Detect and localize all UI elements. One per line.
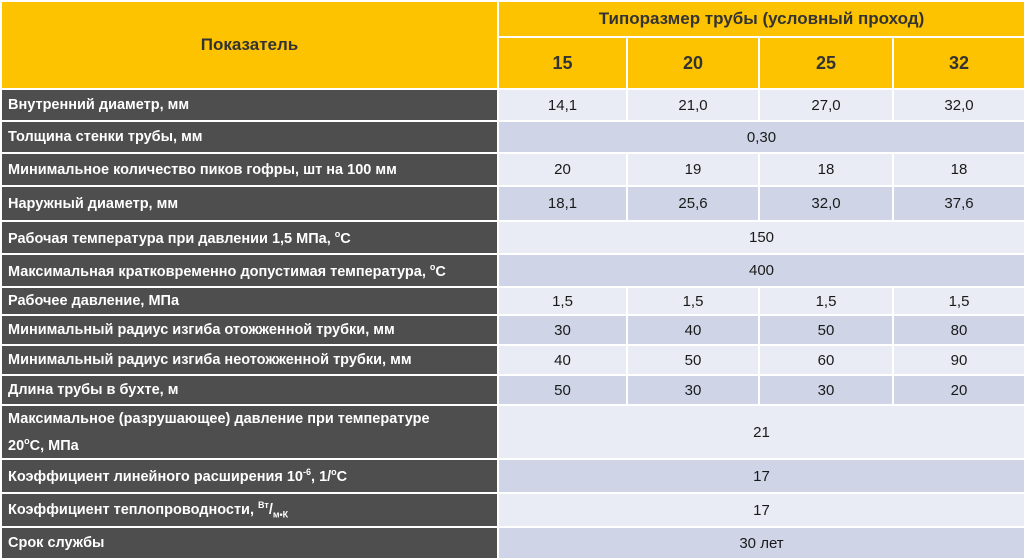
row-label: Минимальный радиус изгиба неотожженной трубки, мм: [1, 345, 498, 375]
row-label: Внутренний диаметр, мм: [1, 89, 498, 121]
size-header-20: 20: [627, 37, 759, 89]
cell-value: 18: [759, 153, 893, 186]
cell-value: 50: [627, 345, 759, 375]
cell-value: 1,5: [759, 287, 893, 315]
cell-value: 40: [627, 315, 759, 345]
cell-value: 19: [627, 153, 759, 186]
row-label: Срок службы: [1, 527, 498, 559]
degree-sup: о: [334, 228, 341, 239]
label-unit: С: [435, 263, 446, 280]
cell-value: 50: [498, 375, 627, 405]
table-row: [1, 186, 1024, 221]
size-header-15: 15: [498, 37, 627, 89]
label-unit: С: [336, 468, 348, 485]
row-label: Минимальный радиус изгиба отожженной трубки, мм: [1, 315, 498, 345]
label-text: 20: [8, 437, 25, 454]
cell-value: 32,0: [893, 89, 1024, 121]
size-header-25: 25: [759, 37, 893, 89]
row-label: [1, 405, 498, 459]
row-label: [1, 221, 498, 254]
cell-value: 60: [759, 345, 893, 375]
degree-sup: о: [24, 435, 30, 446]
row-label: Толщина стенки трубы, мм: [1, 121, 498, 153]
cell-value: 37,6: [893, 186, 1024, 221]
cell-value-merged: 400: [498, 254, 1024, 287]
row-label: [1, 254, 498, 287]
cell-value: 32,0: [759, 186, 893, 221]
cell-value: 50: [759, 315, 893, 345]
label-line-1: Максимальное (разрушающее) давление при температуре: [8, 410, 430, 427]
unit-numerator-sup: Вт: [258, 500, 269, 511]
row-label: Наружный диаметр, мм: [1, 186, 498, 221]
label-text: Максимальная кратковременно допустимая температура,: [8, 263, 430, 280]
cell-value: 80: [893, 315, 1024, 345]
cell-value: 27,0: [759, 89, 893, 121]
cell-value-merged: 17: [498, 459, 1024, 493]
cell-value: 18: [893, 153, 1024, 186]
cell-value: 30: [498, 315, 627, 345]
cell-value: 30: [627, 375, 759, 405]
table-row: [1, 527, 1024, 559]
parameter-header: Показатель: [1, 1, 498, 89]
cell-value-merged: 21: [498, 405, 1024, 459]
row-label: Рабочее давление, МПа: [1, 287, 498, 315]
table-row: [1, 315, 1024, 345]
table-row: [1, 153, 1024, 186]
size-header-32: 32: [893, 37, 1024, 89]
table-row: [1, 254, 1024, 287]
label-text: , 1/: [311, 468, 332, 485]
table-row: [1, 375, 1024, 405]
table-row: [1, 459, 1024, 493]
row-label: [1, 493, 498, 527]
unit-slash: /: [268, 501, 273, 518]
cell-value: 18,1: [498, 186, 627, 221]
cell-value-merged: 17: [498, 493, 1024, 527]
label-unit: С, МПа: [29, 437, 79, 454]
exponent-sup: -6: [303, 467, 312, 478]
degree-sup: о: [429, 261, 436, 272]
cell-value: 20: [893, 375, 1024, 405]
cell-value: 25,6: [627, 186, 759, 221]
size-group-header: Типоразмер трубы (условный проход): [498, 1, 1024, 37]
label-unit: С: [340, 230, 351, 247]
row-label: Длина трубы в бухте, м: [1, 375, 498, 405]
label-text: Коэффициент теплопроводности,: [8, 501, 259, 518]
table-row: [1, 89, 1024, 121]
label-text: Коэффициент линейного расширения 10: [8, 468, 303, 485]
cell-value: 40: [498, 345, 627, 375]
cell-value-merged: 150: [498, 221, 1024, 254]
table-row: [1, 493, 1024, 527]
table-row: [1, 221, 1024, 254]
cell-value: 1,5: [893, 287, 1024, 315]
table-row: [1, 287, 1024, 315]
cell-value: 14,1: [498, 89, 627, 121]
cell-value-merged: 30 лет: [498, 527, 1024, 559]
cell-value: 1,5: [627, 287, 759, 315]
cell-value: 90: [893, 345, 1024, 375]
cell-value-merged: 0,30: [498, 121, 1024, 153]
cell-value: 30: [759, 375, 893, 405]
table-row: [1, 121, 1024, 153]
cell-value: 1,5: [498, 287, 627, 315]
table-row: [1, 405, 1024, 459]
row-label: [1, 459, 498, 493]
unit-denominator-sub: м•К: [272, 509, 289, 520]
cell-value: 20: [498, 153, 627, 186]
degree-sup: о: [331, 467, 337, 478]
table-row: [1, 345, 1024, 375]
label-text: Рабочая температура при давлении 1,5 МПа,: [8, 230, 335, 247]
row-label: Минимальное количество пиков гофры, шт на 100 мм: [1, 153, 498, 186]
cell-value: 21,0: [627, 89, 759, 121]
